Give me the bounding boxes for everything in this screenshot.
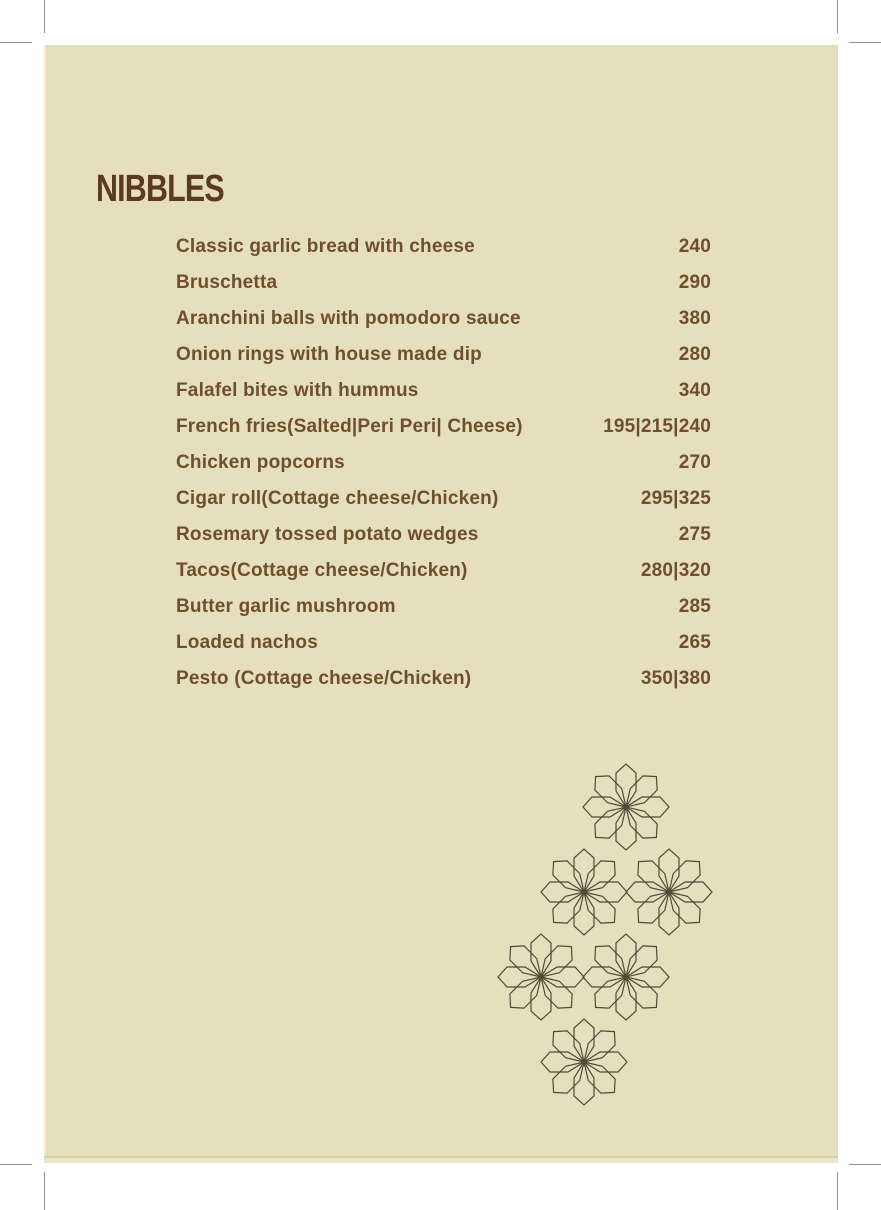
- menu-item-name: Onion rings with house made dip: [176, 344, 482, 365]
- flower-motif: [498, 934, 584, 1020]
- crop-mark: [44, 0, 45, 33]
- menu-item-price: 295|325: [640, 488, 711, 509]
- menu-item-name: Pesto (Cottage cheese/Chicken): [176, 668, 472, 689]
- menu-item: [176, 373, 711, 409]
- menu-item-price: 380: [678, 308, 711, 329]
- menu-item-price: 280: [678, 344, 711, 365]
- menu-item: [176, 661, 711, 697]
- menu-item-name: Loaded nachos: [176, 632, 318, 653]
- menu-page: [44, 45, 838, 1163]
- crop-mark: [0, 1164, 32, 1165]
- flower-motif: [583, 934, 669, 1020]
- menu-item: [176, 625, 711, 661]
- flower-motif: [541, 849, 627, 935]
- menu-item-name: French fries(Salted|Peri Peri| Cheese): [176, 416, 523, 437]
- menu-item-price: 350|380: [640, 668, 711, 689]
- menu-item: [176, 481, 711, 517]
- crop-mark: [849, 1164, 881, 1165]
- menu-item-price: 285: [678, 596, 711, 617]
- menu-item-price: 280|320: [640, 560, 711, 581]
- menu-item: [176, 337, 711, 373]
- menu-item: [176, 589, 711, 625]
- menu-item-name: Aranchini balls with pomodoro sauce: [176, 308, 521, 329]
- menu-item-name: Bruschetta: [176, 272, 278, 293]
- crop-mark: [837, 0, 838, 33]
- menu-item-price: 275: [678, 524, 711, 545]
- menu-item: [176, 409, 711, 445]
- menu-item-price: 195|215|240: [603, 416, 711, 437]
- menu-item-name: Rosemary tossed potato wedges: [176, 524, 479, 545]
- flower-motif: [541, 1019, 627, 1105]
- crop-mark: [0, 42, 32, 43]
- menu-item-name: Butter garlic mushroom: [176, 596, 396, 617]
- page-bottom-edge: [44, 1156, 838, 1163]
- menu-item-name: Chicken popcorns: [176, 452, 345, 473]
- menu-list: [176, 229, 711, 697]
- menu-item: [176, 553, 711, 589]
- menu-item-name: Tacos(Cottage cheese/Chicken): [176, 560, 468, 581]
- flower-pattern: [480, 745, 740, 1125]
- menu-item: [176, 517, 711, 553]
- flower-motif: [626, 849, 712, 935]
- menu-item-price: 265: [678, 632, 711, 653]
- flower-motif: [583, 764, 669, 850]
- crop-mark: [837, 1172, 838, 1210]
- menu-item-name: Falafel bites with hummus: [176, 380, 419, 401]
- menu-item-name: Classic garlic bread with cheese: [176, 236, 475, 257]
- menu-item-price: 340: [678, 380, 711, 401]
- menu-item-price: 270: [678, 452, 711, 473]
- menu-item: [176, 229, 711, 265]
- crop-mark: [44, 1172, 45, 1210]
- menu-item-price: 240: [678, 236, 711, 257]
- menu-item: [176, 301, 711, 337]
- menu-item-price: 290: [678, 272, 711, 293]
- menu-item: [176, 265, 711, 301]
- menu-item: [176, 445, 711, 481]
- crop-mark: [849, 42, 881, 43]
- menu-item-name: Cigar roll(Cottage cheese/Chicken): [176, 488, 499, 509]
- section-title: NIBBLES: [96, 168, 224, 210]
